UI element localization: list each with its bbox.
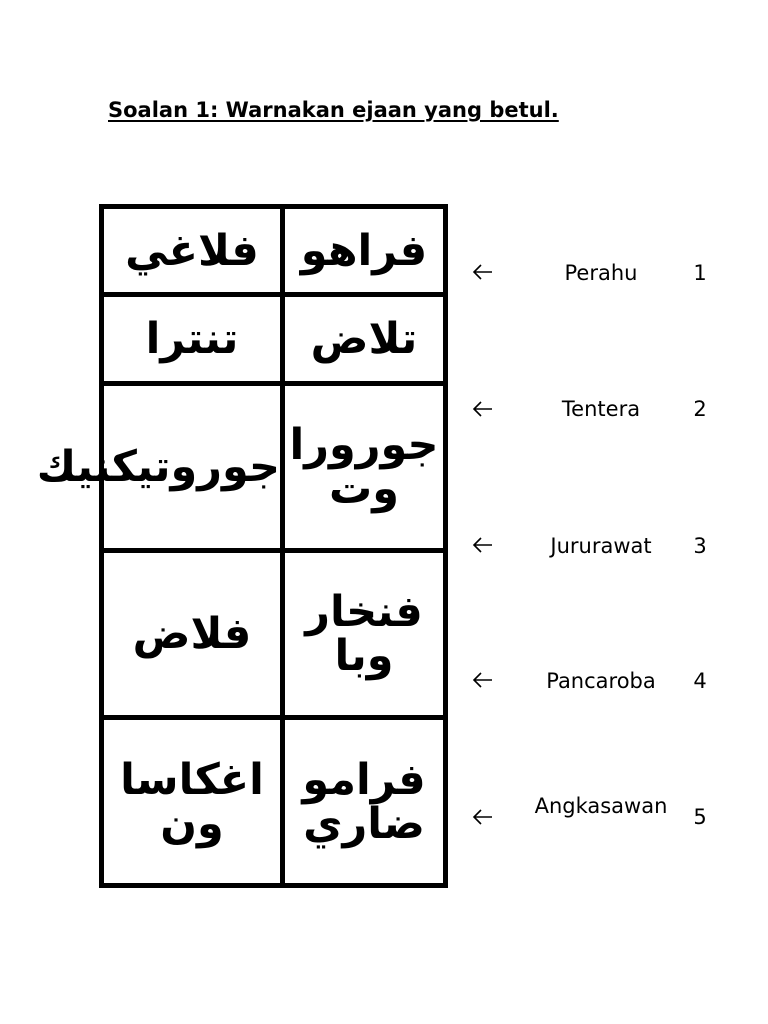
row-number: 4 xyxy=(693,669,707,693)
arrow-left-icon xyxy=(470,535,494,555)
jawi-option-left[interactable]: اغكاسا ون xyxy=(102,718,283,886)
row-number: 3 xyxy=(693,534,707,558)
arrow-left-icon xyxy=(470,399,494,419)
arrow-left-icon xyxy=(470,262,494,282)
jawi-option-right[interactable]: تلاض xyxy=(283,295,446,383)
jawi-option-left[interactable]: جوروتيكنيك xyxy=(102,383,283,550)
spelling-options-table xyxy=(36,204,448,888)
row-number: 5 xyxy=(693,805,707,829)
table-row xyxy=(102,718,446,886)
jawi-option-left[interactable]: فلاض xyxy=(102,550,283,717)
malay-word: Angkasawan xyxy=(534,794,668,818)
jawi-option-left[interactable]: تنترا xyxy=(102,295,283,383)
malay-word: Jururawat xyxy=(550,534,652,558)
malay-word: Perahu xyxy=(564,261,638,285)
question-title: Soalan 1: Warnakan ejaan yang betul. xyxy=(108,98,559,122)
table-row xyxy=(102,383,446,550)
table-row xyxy=(102,295,446,383)
jawi-option-left[interactable]: فلاغي xyxy=(102,207,283,295)
jawi-option-right[interactable]: فرامو ضاري xyxy=(283,718,446,886)
malay-word: Pancaroba xyxy=(546,669,656,693)
row-number: 2 xyxy=(693,397,707,421)
jawi-option-right[interactable]: جورورا وت xyxy=(283,383,446,550)
arrow-left-icon xyxy=(470,807,494,827)
jawi-option-right[interactable]: فراهو xyxy=(283,207,446,295)
row-number: 1 xyxy=(693,261,707,285)
arrow-left-icon xyxy=(470,670,494,690)
table-row xyxy=(102,207,446,295)
malay-word: Tentera xyxy=(561,397,641,421)
jawi-option-right[interactable]: فنخار وبا xyxy=(283,550,446,717)
table-row xyxy=(102,550,446,717)
